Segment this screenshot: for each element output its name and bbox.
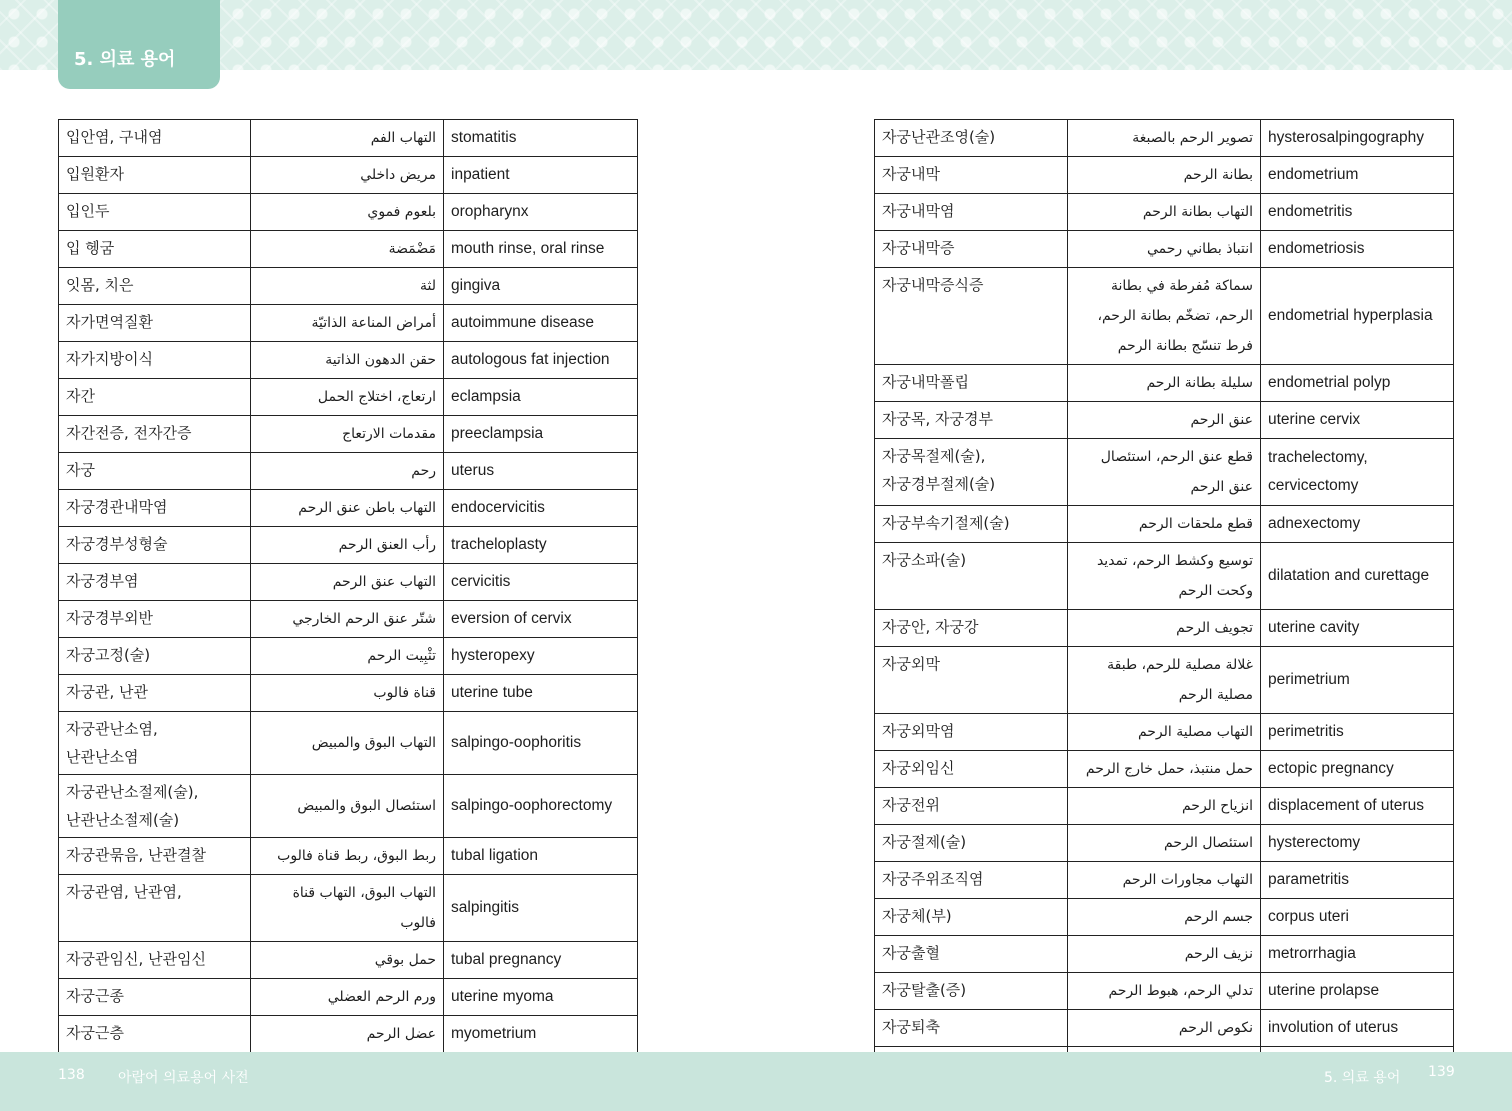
- table-row: [59, 268, 638, 305]
- english-term-cell: hysteropexy: [444, 638, 638, 675]
- korean-term-cell: 자궁관난소절제(술), 난관난소절제(술): [59, 775, 251, 838]
- english-term-cell: salpingitis: [444, 875, 638, 942]
- english-term-cell: endometrial polyp: [1261, 365, 1454, 402]
- korean-term-cell: 자궁관염, 난관염,: [59, 875, 251, 942]
- arabic-term-cell: تجويف الرحم: [1068, 610, 1261, 647]
- arabic-term-cell: انتباذ بطاني رحمي: [1068, 231, 1261, 268]
- arabic-term-cell: التهاب مصلية الرحم: [1068, 714, 1261, 751]
- korean-term-cell: 자궁탈출(증): [875, 973, 1068, 1010]
- right-page-number: 139: [1428, 1064, 1455, 1080]
- table-row: [875, 936, 1454, 973]
- page-footer: [0, 1052, 1512, 1111]
- english-term-cell: metrorrhagia: [1261, 936, 1454, 973]
- table-row: [875, 973, 1454, 1010]
- table-row: [59, 157, 638, 194]
- korean-term-cell: 입 헹굼: [59, 231, 251, 268]
- arabic-term-cell: بلعوم فموي: [251, 194, 444, 231]
- english-term-cell: eversion of cervix: [444, 601, 638, 638]
- table-row: [59, 416, 638, 453]
- english-term-cell: salpingo-oophoritis: [444, 712, 638, 775]
- arabic-term-cell: مَضْمَضة: [251, 231, 444, 268]
- korean-term-cell: 자궁목, 자궁경부: [875, 402, 1068, 439]
- korean-term-cell: 자궁주위조직염: [875, 862, 1068, 899]
- table-row: [875, 365, 1454, 402]
- arabic-term-cell: التهاب باطن عنق الرحم: [251, 490, 444, 527]
- table-row: [875, 268, 1454, 365]
- korean-term-cell: 자궁퇴축: [875, 1010, 1068, 1047]
- korean-term-cell: 입원환자: [59, 157, 251, 194]
- table-row: [59, 120, 638, 157]
- table-row: [59, 638, 638, 675]
- korean-term-cell: 자가지방이식: [59, 342, 251, 379]
- table-row: [59, 875, 638, 942]
- table-row: [59, 838, 638, 875]
- english-term-cell: ectopic pregnancy: [1261, 751, 1454, 788]
- table-row: [875, 439, 1454, 506]
- table-row: [875, 751, 1454, 788]
- chapter-tab: [58, 0, 220, 89]
- english-term-cell: uterine cervix: [1261, 402, 1454, 439]
- english-term-cell: uterine myoma: [444, 979, 638, 1016]
- english-term-cell: involution of uterus: [1261, 1010, 1454, 1047]
- english-term-cell: mouth rinse, oral rinse: [444, 231, 638, 268]
- korean-term-cell: 자궁외막염: [875, 714, 1068, 751]
- arabic-term-cell: ورم الرحم العضلي: [251, 979, 444, 1016]
- arabic-term-cell: نزيف الرحم: [1068, 936, 1261, 973]
- english-term-cell: endometritis: [1261, 194, 1454, 231]
- english-term-cell: corpus uteri: [1261, 899, 1454, 936]
- english-term-cell: endometriosis: [1261, 231, 1454, 268]
- korean-term-cell: 자궁근층: [59, 1016, 251, 1053]
- korean-term-cell: 자궁부속기절제(술): [875, 506, 1068, 543]
- table-row: [875, 543, 1454, 610]
- english-term-cell: myometrium: [444, 1016, 638, 1053]
- table-row: [59, 490, 638, 527]
- english-term-cell: perimetritis: [1261, 714, 1454, 751]
- korean-term-cell: 자궁외막: [875, 647, 1068, 714]
- arabic-term-cell: قناة فالوب: [251, 675, 444, 712]
- arabic-term-cell: شتّر عنق الرحم الخارجي: [251, 601, 444, 638]
- left-glossary-table: [58, 119, 638, 1053]
- korean-term-cell: 자간: [59, 379, 251, 416]
- korean-term-cell: 자궁경부외반: [59, 601, 251, 638]
- korean-term-cell: 자궁내막폴립: [875, 365, 1068, 402]
- korean-term-cell: 자궁소파(술): [875, 543, 1068, 610]
- table-row: [59, 342, 638, 379]
- korean-term-cell: 자궁관난소염, 난관난소염: [59, 712, 251, 775]
- table-row: [59, 1016, 638, 1053]
- arabic-term-cell: تدلي الرحم، هبوط الرحم: [1068, 973, 1261, 1010]
- english-term-cell: dilatation and curettage: [1261, 543, 1454, 610]
- korean-term-cell: 자궁출혈: [875, 936, 1068, 973]
- korean-term-cell: 잇몸, 치은: [59, 268, 251, 305]
- arabic-term-cell: غلالة مصلية للرحم، طبقة مصلية الرحم: [1068, 647, 1261, 714]
- arabic-term-cell: سماكة مُفرطة في بطانة الرحم، تضخّم بطانة الرحم، فرط تنسّج بطانة الرحم: [1068, 268, 1261, 365]
- korean-term-cell: 자궁전위: [875, 788, 1068, 825]
- english-term-cell: uterine prolapse: [1261, 973, 1454, 1010]
- english-term-cell: hysterosalpingography: [1261, 120, 1454, 157]
- table-row: [59, 231, 638, 268]
- table-row: [59, 564, 638, 601]
- arabic-term-cell: رحم: [251, 453, 444, 490]
- table-row: [875, 506, 1454, 543]
- table-row: [875, 157, 1454, 194]
- korean-term-cell: 자궁경관내막염: [59, 490, 251, 527]
- korean-term-cell: 자궁경부염: [59, 564, 251, 601]
- arabic-term-cell: قطع ملحقات الرحم: [1068, 506, 1261, 543]
- english-term-cell: gingiva: [444, 268, 638, 305]
- korean-term-cell: 자궁관, 난관: [59, 675, 251, 712]
- chapter-label: 5. 의료 용어: [74, 49, 176, 70]
- english-term-cell: adnexectomy: [1261, 506, 1454, 543]
- arabic-term-cell: استئصال البوق والمبيض: [251, 775, 444, 838]
- arabic-term-cell: مقدمات الارتعاج: [251, 416, 444, 453]
- arabic-term-cell: استئصال الرحم: [1068, 825, 1261, 862]
- arabic-term-cell: عنق الرحم: [1068, 402, 1261, 439]
- english-term-cell: endometrium: [1261, 157, 1454, 194]
- arabic-term-cell: نكوص الرحم: [1068, 1010, 1261, 1047]
- left-book-title: 아랍어 의료용어 사전: [118, 1070, 249, 1086]
- arabic-term-cell: التهاب البوق، التهاب قناة فالوب: [251, 875, 444, 942]
- korean-term-cell: 자궁: [59, 453, 251, 490]
- korean-term-cell: 자궁외임신: [875, 751, 1068, 788]
- english-term-cell: salpingo-oophorectomy: [444, 775, 638, 838]
- table-row: [875, 714, 1454, 751]
- right-glossary-table: [874, 119, 1454, 1084]
- korean-term-cell: 자궁내막: [875, 157, 1068, 194]
- table-row: [875, 825, 1454, 862]
- english-term-cell: tubal pregnancy: [444, 942, 638, 979]
- arabic-term-cell: حمل منتبذ، حمل خارج الرحم: [1068, 751, 1261, 788]
- korean-term-cell: 자궁고정(술): [59, 638, 251, 675]
- arabic-term-cell: التهاب البوق والمبيض: [251, 712, 444, 775]
- korean-term-cell: 자궁관묶음, 난관결찰: [59, 838, 251, 875]
- arabic-term-cell: التهاب عنق الرحم: [251, 564, 444, 601]
- right-chapter-label: 5. 의료 용어: [1324, 1070, 1401, 1086]
- arabic-term-cell: جسم الرحم: [1068, 899, 1261, 936]
- table-row: [59, 775, 638, 838]
- table-row: [59, 675, 638, 712]
- korean-term-cell: 입안염, 구내염: [59, 120, 251, 157]
- table-row: [59, 601, 638, 638]
- english-term-cell: trachelectomy, cervicectomy: [1261, 439, 1454, 506]
- arabic-term-cell: التهاب بطانة الرحم: [1068, 194, 1261, 231]
- korean-term-cell: 자간전증, 전자간증: [59, 416, 251, 453]
- arabic-term-cell: حمل بوقي: [251, 942, 444, 979]
- english-term-cell: tubal ligation: [444, 838, 638, 875]
- english-term-cell: tracheloplasty: [444, 527, 638, 564]
- english-term-cell: parametritis: [1261, 862, 1454, 899]
- korean-term-cell: 자궁관임신, 난관임신: [59, 942, 251, 979]
- korean-term-cell: 자궁내막증식증: [875, 268, 1068, 365]
- table-row: [875, 120, 1454, 157]
- english-term-cell: stomatitis: [444, 120, 638, 157]
- english-term-cell: uterine tube: [444, 675, 638, 712]
- korean-term-cell: 자궁체(부): [875, 899, 1068, 936]
- korean-term-cell: 입인두: [59, 194, 251, 231]
- arabic-term-cell: عضل الرحم: [251, 1016, 444, 1053]
- arabic-term-cell: التهاب مجاورات الرحم: [1068, 862, 1261, 899]
- table-row: [875, 231, 1454, 268]
- table-row: [875, 899, 1454, 936]
- table-row: [59, 712, 638, 775]
- table-row: [59, 194, 638, 231]
- english-term-cell: eclampsia: [444, 379, 638, 416]
- english-term-cell: perimetrium: [1261, 647, 1454, 714]
- arabic-term-cell: التهاب الفم: [251, 120, 444, 157]
- english-term-cell: autologous fat injection: [444, 342, 638, 379]
- arabic-term-cell: سليلة بطانة الرحم: [1068, 365, 1261, 402]
- english-term-cell: endometrial hyperplasia: [1261, 268, 1454, 365]
- arabic-term-cell: توسيع وكشط الرحم، تمديد وكحت الرحم: [1068, 543, 1261, 610]
- english-term-cell: cervicitis: [444, 564, 638, 601]
- english-term-cell: endocervicitis: [444, 490, 638, 527]
- arabic-term-cell: لثة: [251, 268, 444, 305]
- table-row: [875, 862, 1454, 899]
- korean-term-cell: 자궁목절제(술), 자궁경부절제(술): [875, 439, 1068, 506]
- table-row: [59, 305, 638, 342]
- table-row: [875, 402, 1454, 439]
- korean-term-cell: 자궁근종: [59, 979, 251, 1016]
- korean-term-cell: 자궁안, 자궁강: [875, 610, 1068, 647]
- arabic-term-cell: انزياح الرحم: [1068, 788, 1261, 825]
- table-row: [875, 194, 1454, 231]
- korean-term-cell: 자가면역질환: [59, 305, 251, 342]
- arabic-term-cell: تثْبِيت الرحم: [251, 638, 444, 675]
- arabic-term-cell: حقن الدهون الذاتية: [251, 342, 444, 379]
- arabic-term-cell: تصوير الرحم بالصبغة: [1068, 120, 1261, 157]
- table-row: [59, 453, 638, 490]
- arabic-term-cell: بطانة الرحم: [1068, 157, 1261, 194]
- english-term-cell: uterine cavity: [1261, 610, 1454, 647]
- left-page-number: 138: [58, 1067, 85, 1083]
- table-row: [875, 1010, 1454, 1047]
- english-term-cell: autoimmune disease: [444, 305, 638, 342]
- english-term-cell: uterus: [444, 453, 638, 490]
- arabic-term-cell: قطع عنق الرحم، استئصال عنق الرحم: [1068, 439, 1261, 506]
- table-row: [875, 647, 1454, 714]
- korean-term-cell: 자궁절제(술): [875, 825, 1068, 862]
- english-term-cell: displacement of uterus: [1261, 788, 1454, 825]
- table-row: [59, 942, 638, 979]
- korean-term-cell: 자궁경부성형술: [59, 527, 251, 564]
- english-term-cell: hysterectomy: [1261, 825, 1454, 862]
- arabic-term-cell: أمراض المناعة الذاتيّة: [251, 305, 444, 342]
- arabic-term-cell: رأب العنق الرحم: [251, 527, 444, 564]
- table-row: [59, 979, 638, 1016]
- arabic-term-cell: مريض داخلي: [251, 157, 444, 194]
- english-term-cell: inpatient: [444, 157, 638, 194]
- arabic-term-cell: ارتعاج، اختلاج الحمل: [251, 379, 444, 416]
- english-term-cell: preeclampsia: [444, 416, 638, 453]
- english-term-cell: oropharynx: [444, 194, 638, 231]
- table-row: [875, 788, 1454, 825]
- arabic-term-cell: ربط البوق، ربط قناة فالوب: [251, 838, 444, 875]
- table-row: [59, 527, 638, 564]
- korean-term-cell: 자궁내막증: [875, 231, 1068, 268]
- table-row: [875, 610, 1454, 647]
- korean-term-cell: 자궁난관조영(술): [875, 120, 1068, 157]
- table-row: [59, 379, 638, 416]
- decorative-header-band: [0, 0, 1512, 70]
- korean-term-cell: 자궁내막염: [875, 194, 1068, 231]
